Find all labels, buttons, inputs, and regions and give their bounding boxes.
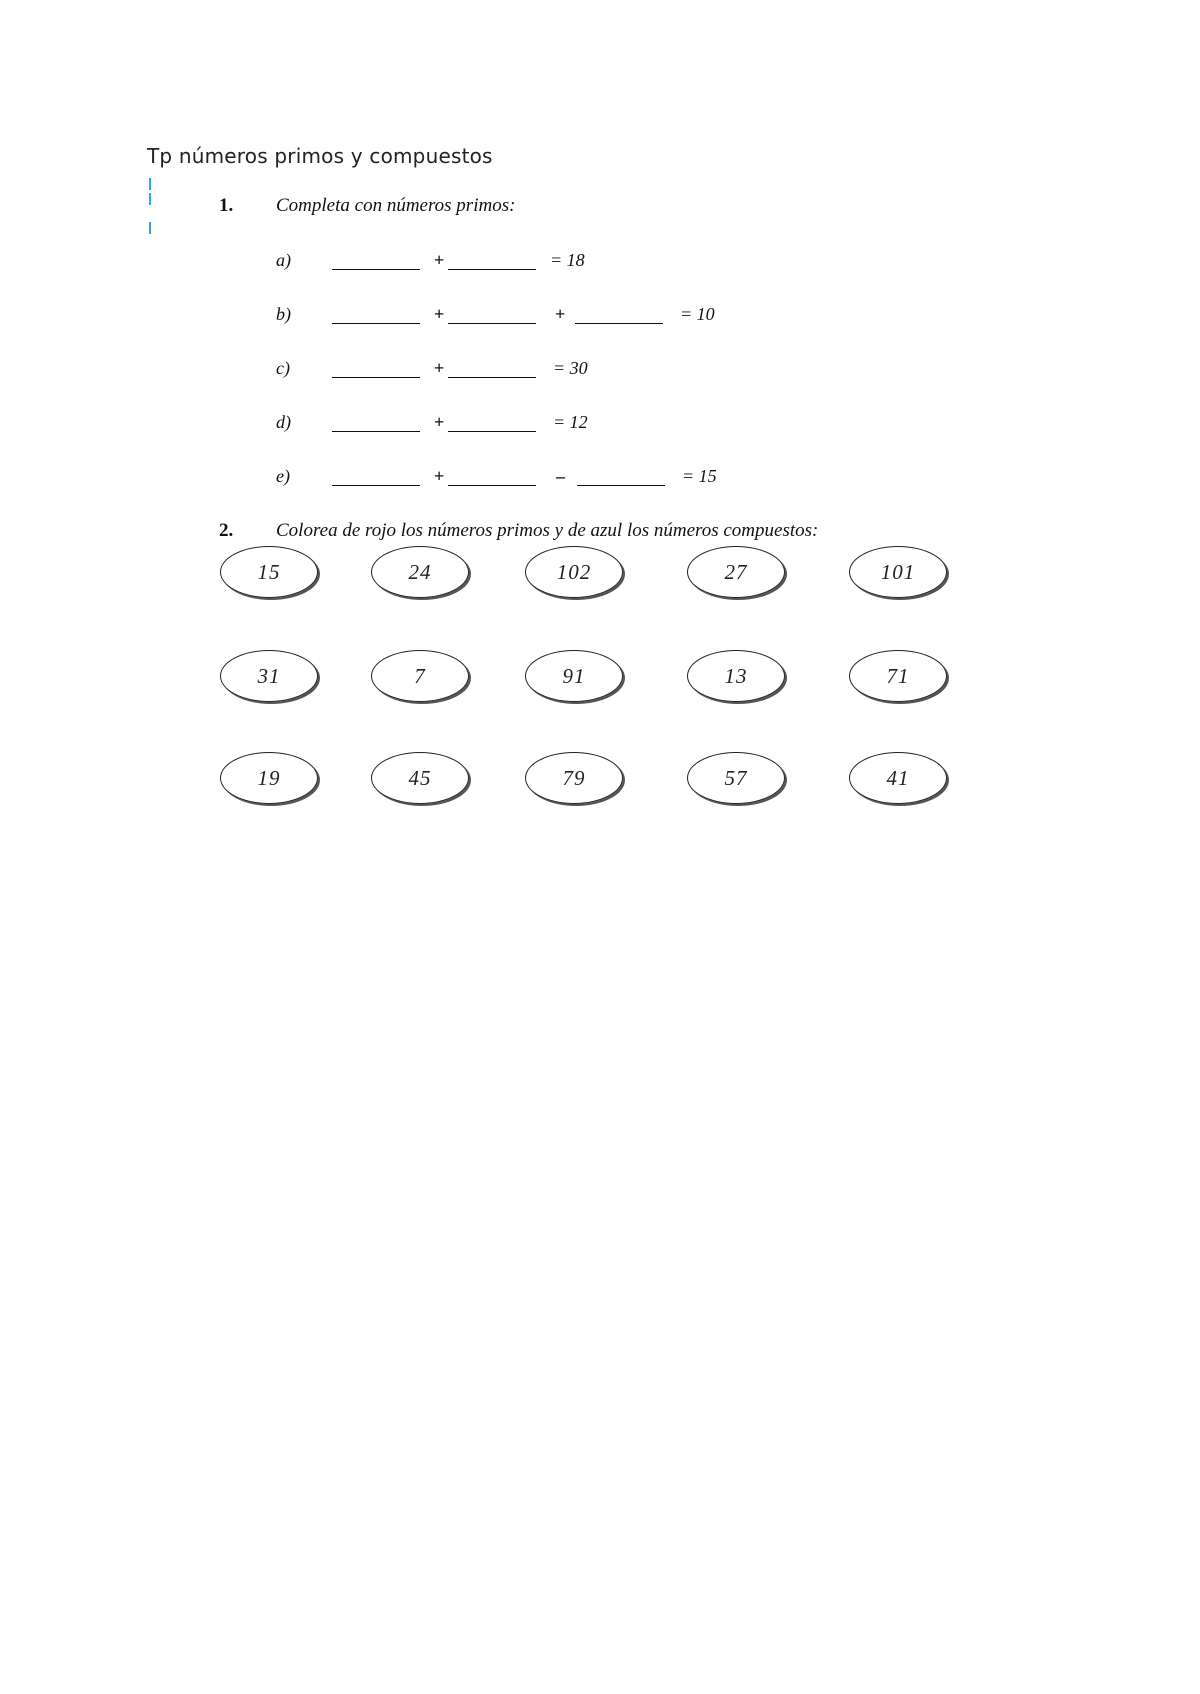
- oval-number: 27: [724, 559, 748, 584]
- answer-blank[interactable]: [332, 303, 420, 324]
- number-oval[interactable]: [525, 752, 623, 804]
- oval-number: 15: [257, 559, 281, 584]
- answer-blank[interactable]: [332, 357, 420, 378]
- oval-number: 31: [257, 663, 281, 688]
- oval-number: 91: [562, 663, 586, 688]
- oval-number: 13: [724, 663, 748, 688]
- page-title: Tp números primos y compuestos: [147, 144, 493, 168]
- answer-blank[interactable]: [448, 465, 536, 486]
- oval-number: 71: [886, 663, 910, 688]
- exercise-row-a: [0, 249, 1200, 277]
- number-oval[interactable]: [687, 650, 785, 702]
- number-oval[interactable]: [220, 546, 318, 598]
- oval-number: 24: [408, 559, 432, 584]
- number-oval[interactable]: [687, 546, 785, 598]
- row-result: = 10: [680, 304, 715, 324]
- oval-number: 7: [414, 663, 426, 688]
- number-oval[interactable]: [849, 650, 947, 702]
- number-oval[interactable]: [849, 546, 947, 598]
- exercise-1-number: 1.: [219, 195, 234, 216]
- operator: +: [434, 412, 445, 432]
- number-oval[interactable]: [220, 752, 318, 804]
- answer-blank[interactable]: [448, 249, 536, 270]
- number-oval[interactable]: [371, 546, 469, 598]
- row-result: = 30: [553, 358, 588, 378]
- exercise-2-number: 2.: [219, 520, 234, 541]
- answer-blank[interactable]: [332, 465, 420, 486]
- exercise-row-c: [0, 357, 1200, 385]
- answer-blank[interactable]: [332, 249, 420, 270]
- number-oval[interactable]: [220, 650, 318, 702]
- answer-blank[interactable]: [577, 465, 665, 486]
- oval-number: 102: [556, 559, 592, 584]
- oval-number: 19: [257, 765, 281, 790]
- oval-number: 45: [408, 765, 432, 790]
- operator: +: [434, 466, 445, 486]
- row-label: c): [276, 358, 290, 378]
- number-oval[interactable]: [525, 650, 623, 702]
- number-oval[interactable]: [849, 752, 947, 804]
- exercise-row-b: [0, 303, 1200, 331]
- number-oval[interactable]: [525, 546, 623, 598]
- operator: +: [434, 358, 445, 378]
- answer-blank[interactable]: [448, 303, 536, 324]
- operator: +: [434, 250, 445, 270]
- number-oval[interactable]: [687, 752, 785, 804]
- row-label: b): [276, 304, 291, 324]
- row-label: d): [276, 412, 291, 432]
- oval-number: 57: [724, 765, 748, 790]
- row-label: e): [276, 466, 290, 486]
- row-result: = 12: [553, 412, 588, 432]
- number-oval[interactable]: [371, 650, 469, 702]
- row-result: = 18: [550, 250, 585, 270]
- row-label: a): [276, 250, 291, 270]
- margin-marker: [149, 222, 151, 234]
- answer-blank[interactable]: [575, 303, 663, 324]
- row-result: = 15: [682, 466, 717, 486]
- exercise-row-e: [0, 465, 1200, 493]
- oval-number: 41: [886, 765, 910, 790]
- exercise-1-instruction: Completa con números primos:: [276, 195, 516, 216]
- answer-blank[interactable]: [448, 357, 536, 378]
- exercise-row-d: [0, 411, 1200, 439]
- operator: +: [434, 304, 445, 324]
- answer-blank[interactable]: [332, 411, 420, 432]
- margin-marker: [149, 193, 151, 205]
- answer-blank[interactable]: [448, 411, 536, 432]
- operator: –: [556, 466, 565, 486]
- oval-number: 79: [562, 765, 586, 790]
- exercise-2-instruction: Colorea de rojo los números primos y de azul los números compuestos:: [276, 520, 819, 541]
- oval-number: 101: [880, 559, 916, 584]
- operator: +: [555, 304, 566, 324]
- number-oval[interactable]: [371, 752, 469, 804]
- margin-marker: [149, 178, 151, 190]
